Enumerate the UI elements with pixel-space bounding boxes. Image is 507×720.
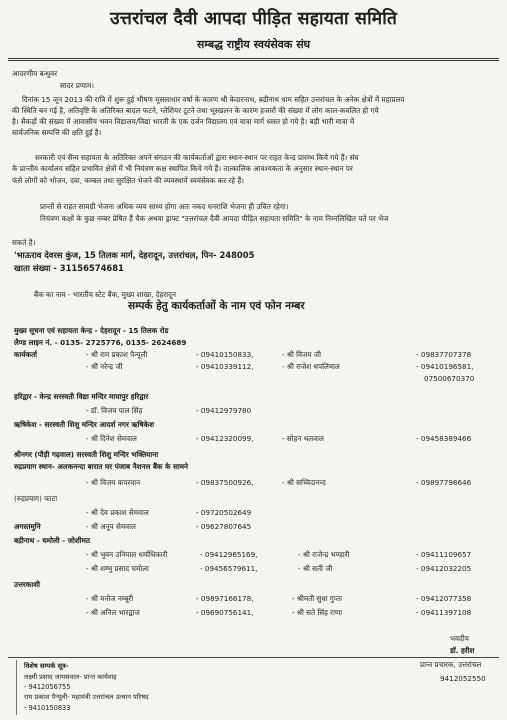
rishikesh-phone: - 09412320099, (196, 434, 254, 443)
uk-row2-name: - श्री अनिल भारद्वाज (86, 608, 140, 617)
hq-row2-phone2: - 09410196581, (416, 362, 474, 371)
signatory-designation: प्रान्त प्रचारक, उत्तरांचल (420, 660, 482, 669)
hq-row1-phone: - 09410150833, (196, 350, 254, 359)
para2-line2: के प्रान्तीय कार्यालय सहित प्रभावित क्षेत्रों में भी नियंत्रण कक्ष स्थापित किये गये हैं। तात्कालिक आवश्यकता के अनुसार स्थान-स्थान पर (12, 164, 353, 173)
special-line2: राम प्रकाश पैन्यूली- महामंत्री उत्तरांचल उत्थान परिषद (24, 693, 149, 701)
uk-row1-phone2: - 09412077358 (416, 594, 472, 603)
rishikesh-phone2: - 09458389466 (416, 434, 472, 443)
rishikesh-name: - श्री दिनेश सेमवाल (86, 434, 137, 443)
rudra-name2: - श्री सच्चिदानन्द (282, 478, 326, 487)
special-line1: लक्ष्मी प्रसाद जायसवाल- प्रान्त कार्यवाह (24, 673, 117, 681)
hq-row2-name2: - श्री राजेश थपलियाल (282, 362, 340, 371)
rishikesh-title: ऋषिकेश - सरस्वती शिशु मन्दिर आदर्श नगर ऋषिकेश (14, 420, 154, 429)
phata-row2-phone: - 09627807645 (196, 522, 252, 531)
agastyamuni-label: अगस्तमुनि (14, 522, 41, 531)
hq-row1-name2: - श्री विजय जी (282, 350, 321, 359)
bank-name: बैंक का नाम - भारतीय स्टेट बैंक, मुख्य शाखा, देहरादून (34, 290, 176, 299)
haridwar-phone: - 09412979780 (196, 406, 252, 415)
signatory-name: डॉ. हरीश (450, 646, 475, 655)
address: 'भाऊराव देवरस कुंज, 15 तिलक मार्ग, देहरादून, उत्तरांचल, पिन- 248005 (14, 250, 255, 260)
rudraprayag-title: रुद्रप्रयाग स्थान- अलकनन्दा बारात घर पंजाब नैशनल बैंक के सामने (14, 462, 188, 471)
para1-line4: सार्वजनिक सम्पत्ति की क्षति हुई है। (12, 128, 102, 137)
badrinath-title: बद्रीनाथ - चमोली - जोशीमठ (14, 536, 91, 545)
footer-rule (8, 657, 499, 658)
special-phone1: - 9412056755 (24, 683, 71, 691)
rudra-name: - श्री विजय कपरवान (86, 478, 141, 487)
para3-line1: प्रान्तों से राहत सामग्री भेजना अधिक व्यय साध्य होगा अतः नकद धनराशि भेजना ही उचित रहेगा। (40, 202, 289, 211)
badri-row1-name: - श्री भुवन उनियाल धर्माधिकारी (86, 550, 168, 559)
uk-row2-phone2: - 09411397108 (416, 608, 472, 617)
closing: भवदीय (450, 634, 469, 643)
rishikesh-name2: - सोहन थलवाल (282, 434, 324, 443)
phata-row1-name: - श्री देव प्रकाश सेमवाल (86, 508, 149, 517)
header-rule-2 (8, 60, 499, 61)
para3-line3: सकते है। (12, 238, 36, 247)
haridwar-title: हरिद्वार - केन्द्र सरस्वती विद्या मन्दिर मायापुर हरिद्वार (14, 392, 149, 401)
header-title: उत्तरांचल दैवी आपदा पीड़ित सहायता समिति (109, 9, 397, 29)
para2-line3: फंसे लोगों को भोजन, दवा, कम्बल तथा सुरक्षित भेजने की व्यवस्थायें स्वयंसेवक कर रहे हैं। (12, 176, 244, 185)
account-line (14, 264, 124, 273)
header-subtitle: सम्बद्ध राष्ट्रीय स्वयंसेवक संघ (196, 38, 311, 51)
hq-row1-name: - श्री राम प्रकाश पैन्यूली (86, 350, 148, 359)
hq-extra-phone: 07500670370 (424, 374, 475, 383)
badri-row1-name2: - श्री राजेन्द्र भण्डारी (298, 550, 350, 559)
account-label: खाता संख्या (14, 263, 51, 273)
haridwar-name: - डॉ. विजय पाल सिंह (86, 406, 143, 415)
badri-row2-phone: - 09456579611, (200, 564, 258, 573)
uttarkashi-label: उत्तरकाशी (14, 580, 40, 589)
signatory-phone: 9412052550 (440, 674, 486, 683)
special-contact-label: विशेष सम्पर्क सूत्र- (24, 662, 69, 670)
header-rule (8, 58, 499, 59)
special-phone2: - 9410150833 (24, 704, 71, 712)
para1-line1: दिनांक 15 जून 2013 की रात्रि में शुरू हुई भीषण मूसलाधार वर्षा के कारण श्री केदारनाथ, बद्रीनाथ धाम सहित उत्तरांचल के अनेक क्षेत्रों में महाप्रलय (22, 95, 405, 104)
hq-title: मुख्य सूचना एवं सहायता केन्द्र - देहरादून - 15 तिलक रोड (14, 326, 169, 335)
badri-row1-phone2: - 09411109657 (416, 550, 472, 559)
badri-row2-name: - श्री शम्भु प्रसाद चमोला (86, 564, 149, 573)
badri-row2-name2: - श्री सती जी (298, 564, 333, 573)
uk-row1-name2: - श्रीमती सुधा गुप्ता (292, 594, 343, 603)
srinagar-title: श्रीनगर (पौड़ी गढ़वाल) सरस्वती शिशु मन्दिर भक्तियाना (14, 450, 159, 459)
phata-row1-phone: - 09720502649 (196, 508, 252, 517)
para3-line2: नियंत्रण कक्षों के कुछ नम्बर प्रेषित हैं चैक अथवा ड्राफ्ट "उत्तरांचल दैवी आपदा पीड़ित सहायता समिति" के नाम निम्नलिखित पते पर भेज (40, 214, 389, 223)
hq-row2-phone: - 09410339112, (196, 362, 254, 371)
hq-row1-phone2: - 09837707378 (416, 350, 472, 359)
account-value: - 31156574681 (53, 263, 124, 273)
hq-row2-name: - श्री नरेन्द्र जी (86, 362, 123, 371)
badri-row1-phone: - 09412965169, (200, 550, 258, 559)
contacts-title: सम्पर्क हेतु कार्यकर्ताओं के नाम एवं फोन नम्बर (128, 300, 305, 312)
para1-line2: की स्थिति बन गई है, अतिवृष्टि के अतिरिक्त बादल फटने, ग्लेशियर टूटने तथा भूस्खलन के कारण हजारों की संख्या में लोग काल-कवलित हो गये (12, 106, 379, 115)
rudra-phone2: - 09897798646 (416, 478, 472, 487)
para2-line1: सरकारी एवं सैन्य सहायता के अतिरिक्त अपने संगठन की कार्यकर्ताओं द्वारा स्थान-स्थान पर राहत केन्द्र प्रारम्भ किये गये हैं। संघ (35, 153, 359, 162)
landline: लैण्ड लाइन नं. - 0135- 2725776, 0135- 2624689 (14, 338, 187, 347)
footer-box-edge (16, 660, 17, 715)
badri-row2-phone2: - 09412032205 (416, 564, 472, 573)
phata-row2-name: - श्री अनूप सेमवाल (86, 522, 136, 531)
para1-line3: है। सैकड़ों की संख्या में आवासीय भवन विद्यालय/विद्या भारती के एक दर्जन विद्यालय एवं यात्रा मार्ग ध्वस्त हो गये है। बड़ी भारी मात्रा में (12, 117, 355, 126)
phata-title: (रुद्रप्रयाग) फाटा (14, 494, 58, 503)
uk-row1-phone: - 09897166178, (196, 594, 254, 603)
greeting: सादर प्रणाम। (60, 81, 94, 90)
workers-label: कार्यकर्ता (14, 350, 38, 359)
salutation: आदरणीय बन्धुवर (12, 69, 58, 78)
uk-row2-name2: - श्री सते सिंह राणा (292, 608, 343, 617)
rudra-phone: - 09837500926, (196, 478, 254, 487)
uk-row2-phone: - 09690756141, (196, 608, 254, 617)
uk-row1-name: - श्री मनोज नम्बूरी (86, 594, 134, 603)
